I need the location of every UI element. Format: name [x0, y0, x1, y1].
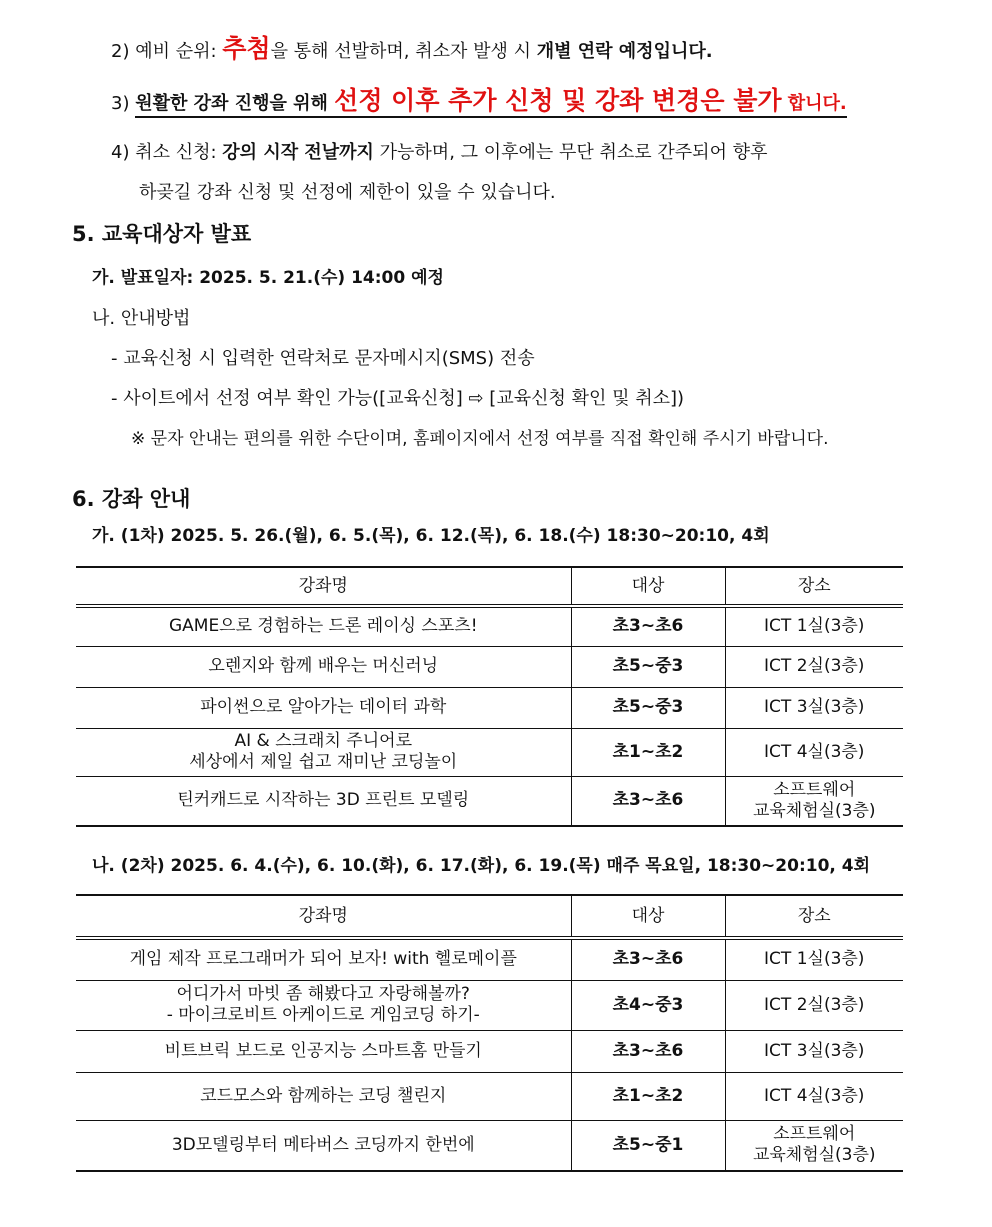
course-name: GAME으로 경험하는 드론 레이싱 스포츠!: [168, 616, 478, 637]
course-place-line-2: 교육체험실(3층): [752, 800, 876, 821]
guide-item-site: - 사이트에서 선정 여부 확인 가능([교육신청] ⇨ [교육신청 확인 및 취소]): [111, 388, 685, 409]
course-name: 비트브릭 보드로 인공지능 스마트홈 만들기: [164, 1040, 482, 1061]
section-6-title: 6. 강좌 안내: [72, 487, 191, 511]
course-name-line-2: - 마이크로비트 아케이드로 게임코딩 하기-: [166, 1005, 480, 1025]
guide-note: ※ 문자 안내는 편의를 위한 수단이며, 홈페이지에서 선정 여부를 직접 확인해 주시기 바랍니다.: [131, 429, 829, 449]
round-2-table: [76, 894, 903, 1172]
note-2: [111, 34, 713, 64]
course-name: 파이썬으로 알아가는 데이터 과학: [200, 697, 447, 717]
course-place: ICT 2실(3층): [725, 646, 903, 687]
note-number: 2): [111, 41, 130, 62]
course-place: ICT 3실(3층): [725, 687, 903, 728]
note-3: [111, 86, 847, 116]
round-1-table: [76, 566, 903, 827]
note-text: 예비 순위:: [135, 41, 223, 62]
course-place: ICT 1실(3층): [725, 606, 903, 646]
highlight-text: 추첨: [222, 34, 271, 63]
course-place: ICT 3실(3층): [725, 1030, 903, 1072]
course-target: 초3~초6: [571, 1030, 725, 1072]
table-row: [76, 606, 903, 646]
course-name: [76, 728, 571, 776]
header-place: 장소: [725, 895, 903, 938]
course-place: ICT 1실(3층): [725, 938, 903, 980]
course-target: 초3~초6: [571, 606, 725, 646]
course-name: 틴커캐드로 시작하는 3D 프린트 모델링: [177, 790, 470, 811]
course-place: [725, 1120, 903, 1171]
course-target: 초3~초6: [571, 938, 725, 980]
bold-text: 강의 시작 전날까지: [222, 142, 374, 163]
course-name: 코드모스와 함께하는 코딩 챌린지: [200, 1085, 447, 1106]
course-place-line-1: 소프트웨어: [773, 1124, 856, 1145]
course-name: 오렌지와 함께 배우는 머신러닝: [208, 656, 439, 676]
course-name-line-2: 세상에서 제일 쉽고 재미난 코딩놀이: [189, 752, 458, 772]
course-name-line-1: 어디가서 마빗 좀 해봤다고 자랑해볼까?: [176, 984, 470, 1004]
course-target: 초1~초2: [571, 728, 725, 776]
table-row: [76, 728, 903, 776]
table-row: [76, 776, 903, 826]
note-number: 4): [111, 142, 130, 163]
header-target: 대상: [571, 567, 725, 606]
table-row: [76, 980, 903, 1030]
course-place-line-2: 교육체험실(3층): [752, 1145, 876, 1166]
table-row: [76, 1030, 903, 1072]
course-target: 초5~중1: [571, 1120, 725, 1171]
bold-text: 원활한 강좌 진행을 위해: [135, 93, 335, 114]
course-target: 초1~초2: [571, 1072, 725, 1120]
table-row: [76, 687, 903, 728]
course-target: 초5~중3: [571, 687, 725, 728]
header-place: 장소: [725, 567, 903, 606]
note-text: 을 통해 선발하며, 취소자 발생 시: [270, 41, 537, 62]
guide-item-sms: - 교육신청 시 입력한 연락처로 문자메시지(SMS) 전송: [111, 348, 535, 369]
table-row: [76, 646, 903, 687]
course-place: ICT 2실(3층): [725, 980, 903, 1030]
course-target: 초4~중3: [571, 980, 725, 1030]
highlight-text: 선정 이후 추가 신청 및 강좌 변경은 불가: [334, 86, 782, 115]
course-target: 초5~중3: [571, 646, 725, 687]
section-5-title: 5. 교육대상자 발표: [72, 222, 252, 246]
announce-date: 가. 발표일자: 2025. 5. 21.(수) 14:00 예정: [92, 268, 444, 288]
course-target: 초3~초6: [571, 776, 725, 826]
note-number: 3): [111, 93, 130, 114]
course-name: 게임 제작 프로그래머가 되어 보자! with 헬로메이플: [129, 949, 517, 970]
note-4: [111, 141, 767, 165]
header-course-name: 강좌명: [298, 575, 348, 596]
course-place: ICT 4실(3층): [725, 728, 903, 776]
note-4-line-2: 하곶길 강좌 신청 및 선정에 제한이 있을 수 있습니다.: [139, 182, 556, 203]
table-row: [76, 938, 903, 980]
note-text: 취소 신청:: [135, 142, 223, 163]
course-name-line-1: AI & 스크래치 주니어로: [234, 731, 412, 751]
guide-method-label: 나. 안내방법: [92, 308, 191, 329]
header-course-name: 강좌명: [298, 905, 348, 926]
course-name: 3D모델링부터 메타버스 코딩까지 한번에: [171, 1134, 475, 1155]
course-place: ICT 4실(3층): [725, 1072, 903, 1120]
course-place-line-1: 소프트웨어: [773, 779, 856, 800]
round-1-heading: 가. (1차) 2025. 5. 26.(월), 6. 5.(목), 6. 12.(목), 6. 18.(수) 18:30~20:10, 4회: [92, 526, 770, 546]
round-2-heading: 나. (2차) 2025. 6. 4.(수), 6. 10.(화), 6. 17.(화), 6. 19.(목) 매주 목요일, 18:30~20:10, 4회: [92, 856, 871, 876]
note-text: 가능하며, 그 이후에는 무단 취소로 간주되어 향후: [373, 142, 768, 163]
table-row: [76, 1120, 903, 1171]
course-place: [725, 776, 903, 826]
header-target: 대상: [571, 895, 725, 938]
bold-text: 개별 연락 예정입니다.: [536, 41, 713, 62]
table-row: [76, 1072, 903, 1120]
course-name: [76, 980, 571, 1030]
highlight-text: 합니다.: [781, 93, 847, 114]
